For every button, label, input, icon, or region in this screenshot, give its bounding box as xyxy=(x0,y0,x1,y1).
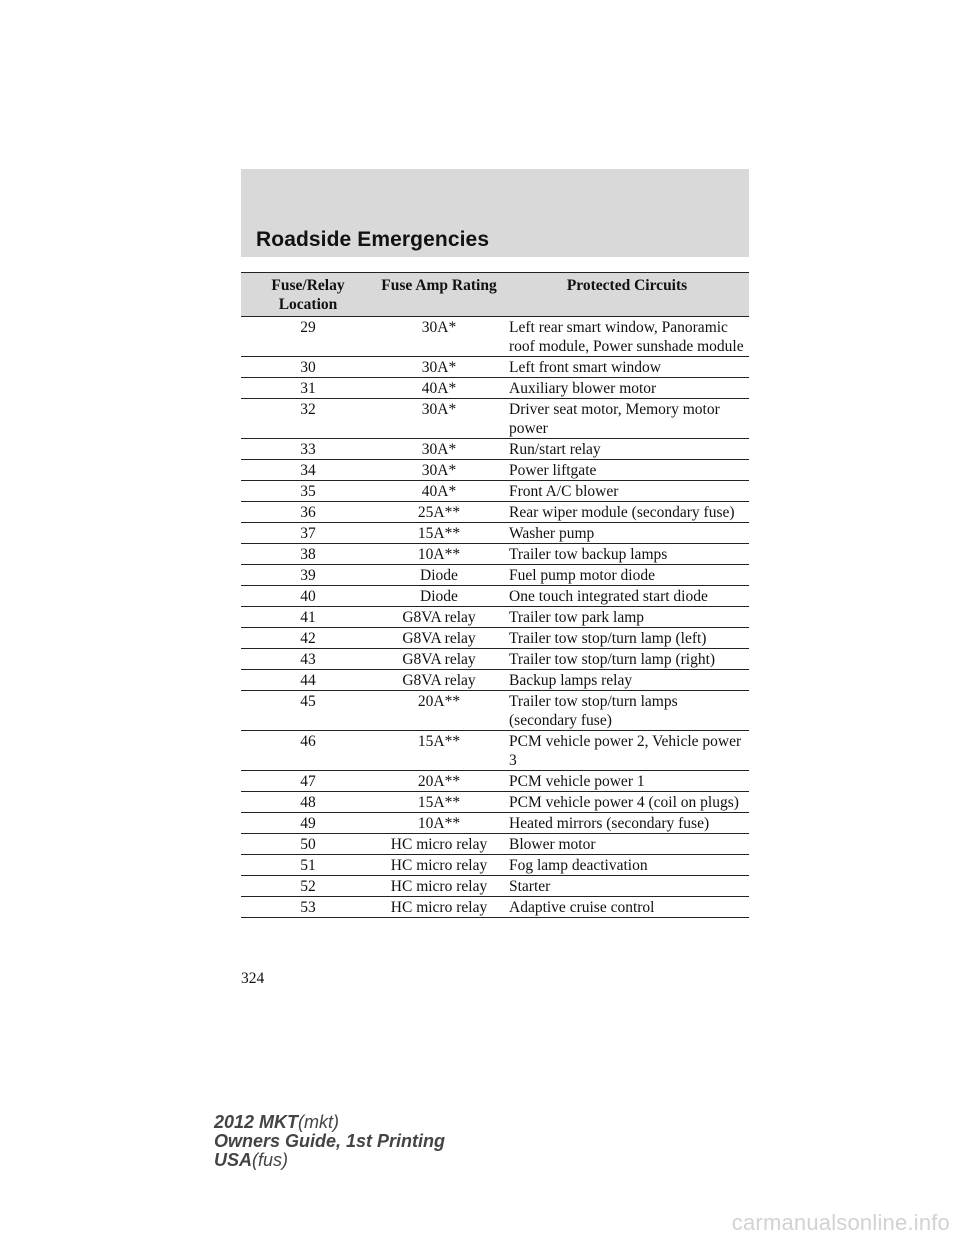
footer-market: USA xyxy=(214,1150,253,1170)
cell-protected-circuits: PCM vehicle power 2, Vehicle power 3 xyxy=(503,731,749,771)
footer-market-code: (fus) xyxy=(252,1150,289,1170)
cell-location: 38 xyxy=(241,544,375,565)
table-row xyxy=(241,855,749,876)
cell-amp-rating: Diode xyxy=(375,586,503,607)
cell-protected-circuits: Washer pump xyxy=(503,523,749,544)
table-row xyxy=(241,399,749,439)
cell-location: 29 xyxy=(241,317,375,357)
cell-protected-circuits: Trailer tow park lamp xyxy=(503,607,749,628)
cell-protected-circuits: Trailer tow backup lamps xyxy=(503,544,749,565)
footer-line-model xyxy=(214,1113,445,1132)
cell-amp-rating: 20A** xyxy=(375,771,503,792)
cell-location: 35 xyxy=(241,481,375,502)
cell-amp-rating: HC micro relay xyxy=(375,897,503,918)
cell-amp-rating: HC micro relay xyxy=(375,834,503,855)
footer-line-market xyxy=(214,1151,445,1170)
cell-amp-rating: 15A** xyxy=(375,523,503,544)
footer-model: 2012 MKT xyxy=(214,1112,299,1132)
cell-amp-rating: 30A* xyxy=(375,357,503,378)
cell-protected-circuits: PCM vehicle power 1 xyxy=(503,771,749,792)
cell-protected-circuits: PCM vehicle power 4 (coil on plugs) xyxy=(503,792,749,813)
cell-protected-circuits: One touch integrated start diode xyxy=(503,586,749,607)
table-row xyxy=(241,691,749,731)
cell-amp-rating: Diode xyxy=(375,565,503,586)
cell-amp-rating: G8VA relay xyxy=(375,649,503,670)
cell-protected-circuits: Blower motor xyxy=(503,834,749,855)
cell-location: 51 xyxy=(241,855,375,876)
cell-amp-rating: 15A** xyxy=(375,731,503,771)
cell-location: 36 xyxy=(241,502,375,523)
cell-protected-circuits: Left front smart window xyxy=(503,357,749,378)
cell-amp-rating: 10A** xyxy=(375,813,503,834)
cell-location: 47 xyxy=(241,771,375,792)
cell-amp-rating: G8VA relay xyxy=(375,628,503,649)
cell-location: 53 xyxy=(241,897,375,918)
cell-protected-circuits: Rear wiper module (secondary fuse) xyxy=(503,502,749,523)
cell-location: 52 xyxy=(241,876,375,897)
footer-line-guide xyxy=(214,1132,445,1151)
table-row xyxy=(241,378,749,399)
cell-protected-circuits: Trailer tow stop/turn lamp (right) xyxy=(503,649,749,670)
watermark: carmanualsonline.info xyxy=(731,1210,950,1235)
cell-protected-circuits: Backup lamps relay xyxy=(503,670,749,691)
cell-protected-circuits: Run/start relay xyxy=(503,439,749,460)
footer-guide: Owners Guide, 1st Printing xyxy=(214,1131,446,1151)
cell-location: 49 xyxy=(241,813,375,834)
cell-location: 48 xyxy=(241,792,375,813)
cell-protected-circuits: Trailer tow stop/turn lamp (left) xyxy=(503,628,749,649)
print-footer xyxy=(214,1113,445,1170)
cell-location: 42 xyxy=(241,628,375,649)
table-row xyxy=(241,731,749,771)
cell-amp-rating: 20A** xyxy=(375,691,503,731)
cell-amp-rating: G8VA relay xyxy=(375,607,503,628)
table-row xyxy=(241,481,749,502)
table-row xyxy=(241,460,749,481)
cell-protected-circuits: Fog lamp deactivation xyxy=(503,855,749,876)
cell-amp-rating: 10A** xyxy=(375,544,503,565)
table-row xyxy=(241,439,749,460)
table-row xyxy=(241,771,749,792)
cell-protected-circuits: Heated mirrors (secondary fuse) xyxy=(503,813,749,834)
cell-location: 41 xyxy=(241,607,375,628)
cell-location: 31 xyxy=(241,378,375,399)
table-row xyxy=(241,628,749,649)
table-row xyxy=(241,565,749,586)
cell-location: 37 xyxy=(241,523,375,544)
cell-location: 43 xyxy=(241,649,375,670)
cell-amp-rating: 30A* xyxy=(375,399,503,439)
column-header-location: Fuse/Relay Location xyxy=(241,273,375,317)
cell-amp-rating: HC micro relay xyxy=(375,876,503,897)
cell-location: 46 xyxy=(241,731,375,771)
table-row xyxy=(241,586,749,607)
table-row xyxy=(241,813,749,834)
cell-protected-circuits: Fuel pump motor diode xyxy=(503,565,749,586)
cell-protected-circuits: Power liftgate xyxy=(503,460,749,481)
table-row xyxy=(241,607,749,628)
table-row xyxy=(241,523,749,544)
cell-amp-rating: 30A* xyxy=(375,317,503,357)
cell-protected-circuits: Starter xyxy=(503,876,749,897)
page-number: 324 xyxy=(241,970,265,987)
cell-protected-circuits: Driver seat motor, Memory motor power xyxy=(503,399,749,439)
cell-location: 39 xyxy=(241,565,375,586)
cell-amp-rating: 30A* xyxy=(375,460,503,481)
cell-location: 34 xyxy=(241,460,375,481)
cell-location: 50 xyxy=(241,834,375,855)
table-row xyxy=(241,317,749,357)
fuse-relay-table xyxy=(241,272,749,918)
cell-protected-circuits: Trailer tow stop/turn lamps (secondary fuse) xyxy=(503,691,749,731)
table-row xyxy=(241,897,749,918)
cell-amp-rating: 15A** xyxy=(375,792,503,813)
column-header-amp-rating: Fuse Amp Rating xyxy=(375,273,503,317)
column-header-protected-circuits: Protected Circuits xyxy=(503,273,749,317)
cell-amp-rating: G8VA relay xyxy=(375,670,503,691)
table-body xyxy=(241,317,749,918)
cell-amp-rating: 40A* xyxy=(375,378,503,399)
cell-location: 32 xyxy=(241,399,375,439)
section-title: Roadside Emergencies xyxy=(256,228,490,251)
cell-protected-circuits: Auxiliary blower motor xyxy=(503,378,749,399)
cell-location: 45 xyxy=(241,691,375,731)
cell-location: 40 xyxy=(241,586,375,607)
cell-protected-circuits: Front A/C blower xyxy=(503,481,749,502)
cell-location: 44 xyxy=(241,670,375,691)
table-row xyxy=(241,357,749,378)
cell-amp-rating: 25A** xyxy=(375,502,503,523)
cell-protected-circuits: Left rear smart window, Panoramic roof module, Power sunshade module xyxy=(503,317,749,357)
cell-amp-rating: HC micro relay xyxy=(375,855,503,876)
footer-model-code: (mkt) xyxy=(298,1112,340,1132)
table-row xyxy=(241,649,749,670)
table-row xyxy=(241,670,749,691)
table-row xyxy=(241,544,749,565)
table-row xyxy=(241,876,749,897)
cell-location: 33 xyxy=(241,439,375,460)
cell-amp-rating: 40A* xyxy=(375,481,503,502)
table-header-row xyxy=(241,273,749,317)
cell-protected-circuits: Adaptive cruise control xyxy=(503,897,749,918)
table-row xyxy=(241,834,749,855)
cell-amp-rating: 30A* xyxy=(375,439,503,460)
cell-location: 30 xyxy=(241,357,375,378)
table-row xyxy=(241,792,749,813)
table-row xyxy=(241,502,749,523)
